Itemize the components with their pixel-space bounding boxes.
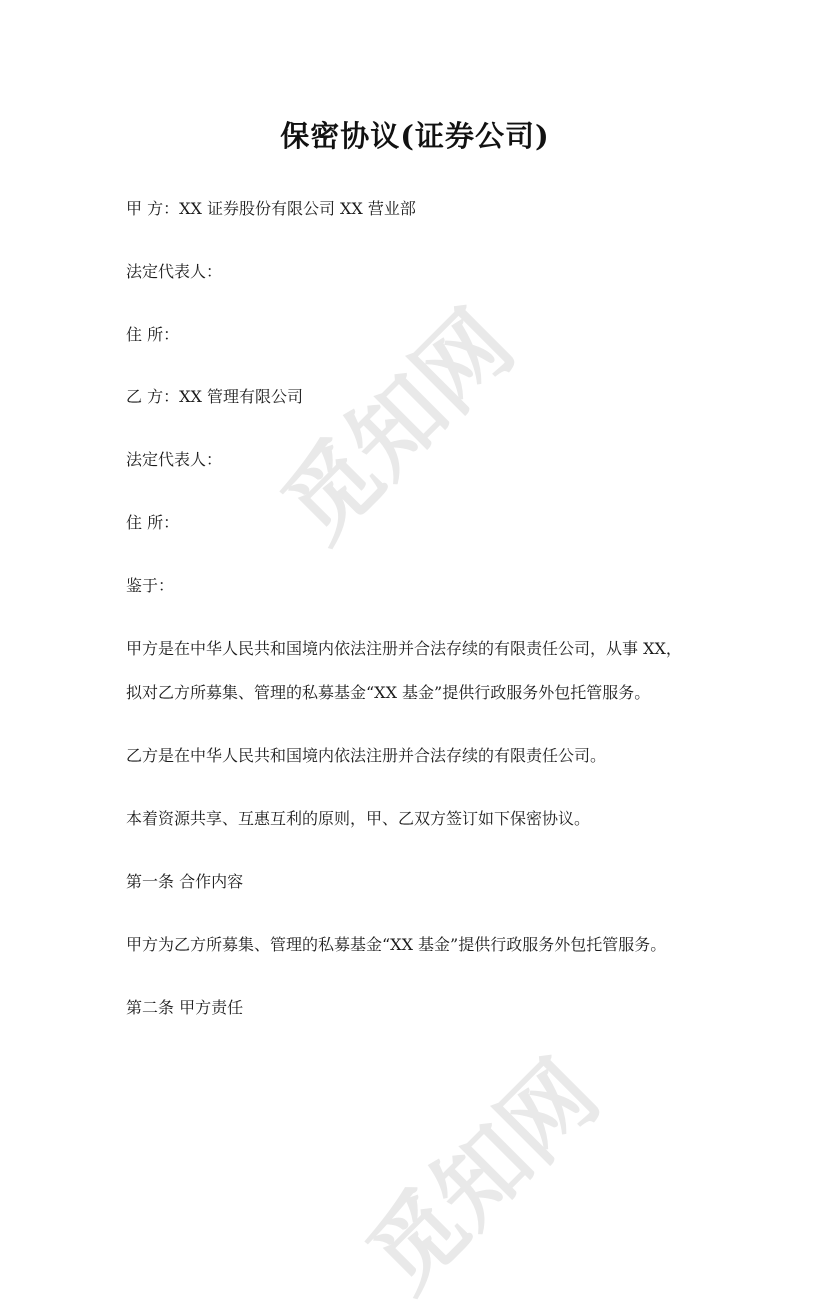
party-b-representative: 法定代表人：: [126, 450, 223, 469]
party-b-address: 住 所：: [126, 513, 180, 532]
paragraph-line: 甲方为乙方所募集、管理的私募基金“XX 基金”提供行政服务外包托管服务。: [126, 935, 667, 954]
paragraph-line: 乙方是在中华人民共和国境内依法注册并合法存续的有限责任公司。: [126, 746, 607, 765]
party-a-address: 住 所：: [126, 325, 180, 344]
article-1-heading: 第一条 合作内容: [126, 872, 244, 891]
watermark: 觅知网: [347, 1040, 619, 1312]
party-b-line: 乙 方：XX 管理有限公司: [126, 387, 303, 406]
watermark: 觅知网: [262, 290, 534, 562]
paragraph-line: 本着资源共享、互惠互利的原则，甲、乙双方签订如下保密协议。: [126, 809, 591, 828]
document-title: 保密协议(证券公司): [280, 119, 550, 153]
paragraph-line: 甲方是在中华人民共和国境内依法注册并合法存续的有限责任公司，从事 XX，: [126, 639, 682, 658]
party-a-line: 甲 方：XX 证券股份有限公司 XX 营业部: [126, 199, 416, 218]
paragraph-line: 拟对乙方所募集、管理的私募基金“XX 基金”提供行政服务外包托管服务。: [126, 683, 651, 702]
whereas-heading: 鉴于：: [126, 576, 175, 595]
party-a-representative: 法定代表人：: [126, 262, 223, 281]
article-2-heading: 第二条 甲方责任: [126, 998, 244, 1017]
